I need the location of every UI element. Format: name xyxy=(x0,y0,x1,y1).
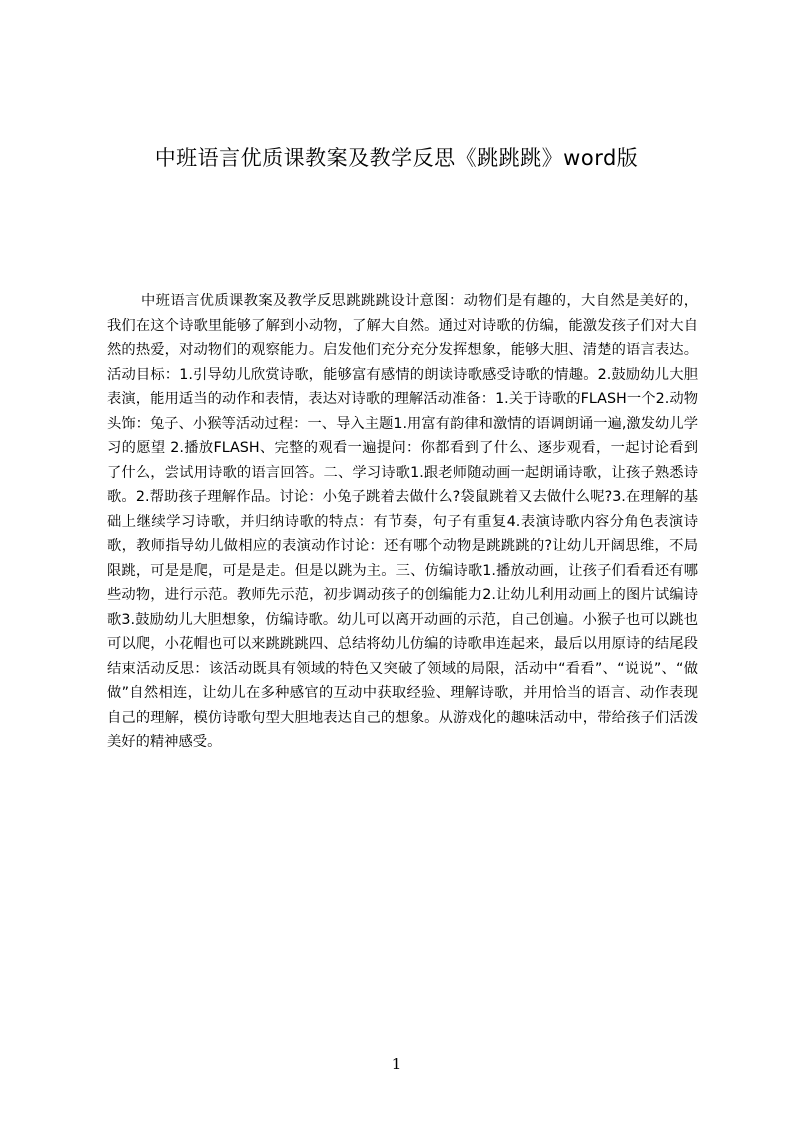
document-title: 中班语言优质课教案及教学反思《跳跳跳》word版 xyxy=(154,146,639,170)
page-number: 1 xyxy=(391,1055,402,1073)
body-paragraph: 中班语言优质课教案及教学反思跳跳跳设计意图：动物们是有趣的，大自然是美好的，我们在这个诗歌里能够了解到小动物，了解大自然。通过对诗歌的仿编，能激发孩子们对大自然的热爱，对动物们的观察能力。启发他们充分充分发挥想象，能够大胆、清楚的语言表达。活动目标：1.引导幼儿欣赏诗歌，能够富有感情的朗读诗歌感受诗歌的情趣。2.鼓励幼儿大胆表演，能用适当的动作和表情，表达对诗歌的理解活动准备：1.关于诗歌的FLASH一个2.动物头饰：兔子、小猴等活动过程：一、导入主题1.用富有韵律和激情的语调朗诵一遍,激发幼儿学习的愿望 2.播放FLASH、完整的观看一遍提问：你都看到了什么、逐步观看，一起讨论看到了什么，尝试用诗歌的语言回答。二、学习诗歌1.跟老师随动画一起朗诵诗歌，让孩子熟悉诗歌。2.帮助孩子理解作品。讨论：小兔子跳着去做什么?袋鼠跳着又去做什么呢?3.在理解的基础上继续学习诗歌，并归纳诗歌的特点：有节奏，句子有重复4.表演诗歌内容分角色表演诗歌，教师指导幼儿做相应的表演动作讨论：还有哪个动物是跳跳跳的?让幼儿开阔思维，不局限跳，可是是爬，可是是走。但是以跳为主。三、仿编诗歌1.播放动画，让孩子们看看还有哪些动物，进行示范。教师先示范，初步调动孩子的创编能力2.让幼儿利用动画上的图片试编诗歌3.鼓励幼儿大胆想象，仿编诗歌。幼儿可以离开动画的示范，自己创遍。小猴子也可以跳也可以爬，小花帽也可以来跳跳跳四、总结将幼儿仿编的诗歌串连起来，最后以用原诗的结尾段结束活动反思：该活动既具有领域的特色又突破了领域的局限，活动中“看看”、“说说”、“做做”自然相连，让幼儿在多种感官的互动中获取经验、理解诗歌，并用恰当的语言、动作表现自己的理解，模仿诗歌句型大胆地表达自己的想象。从游戏化的趣味活动中，带给孩子们活泼美好的精神感受。 xyxy=(107,293,698,750)
